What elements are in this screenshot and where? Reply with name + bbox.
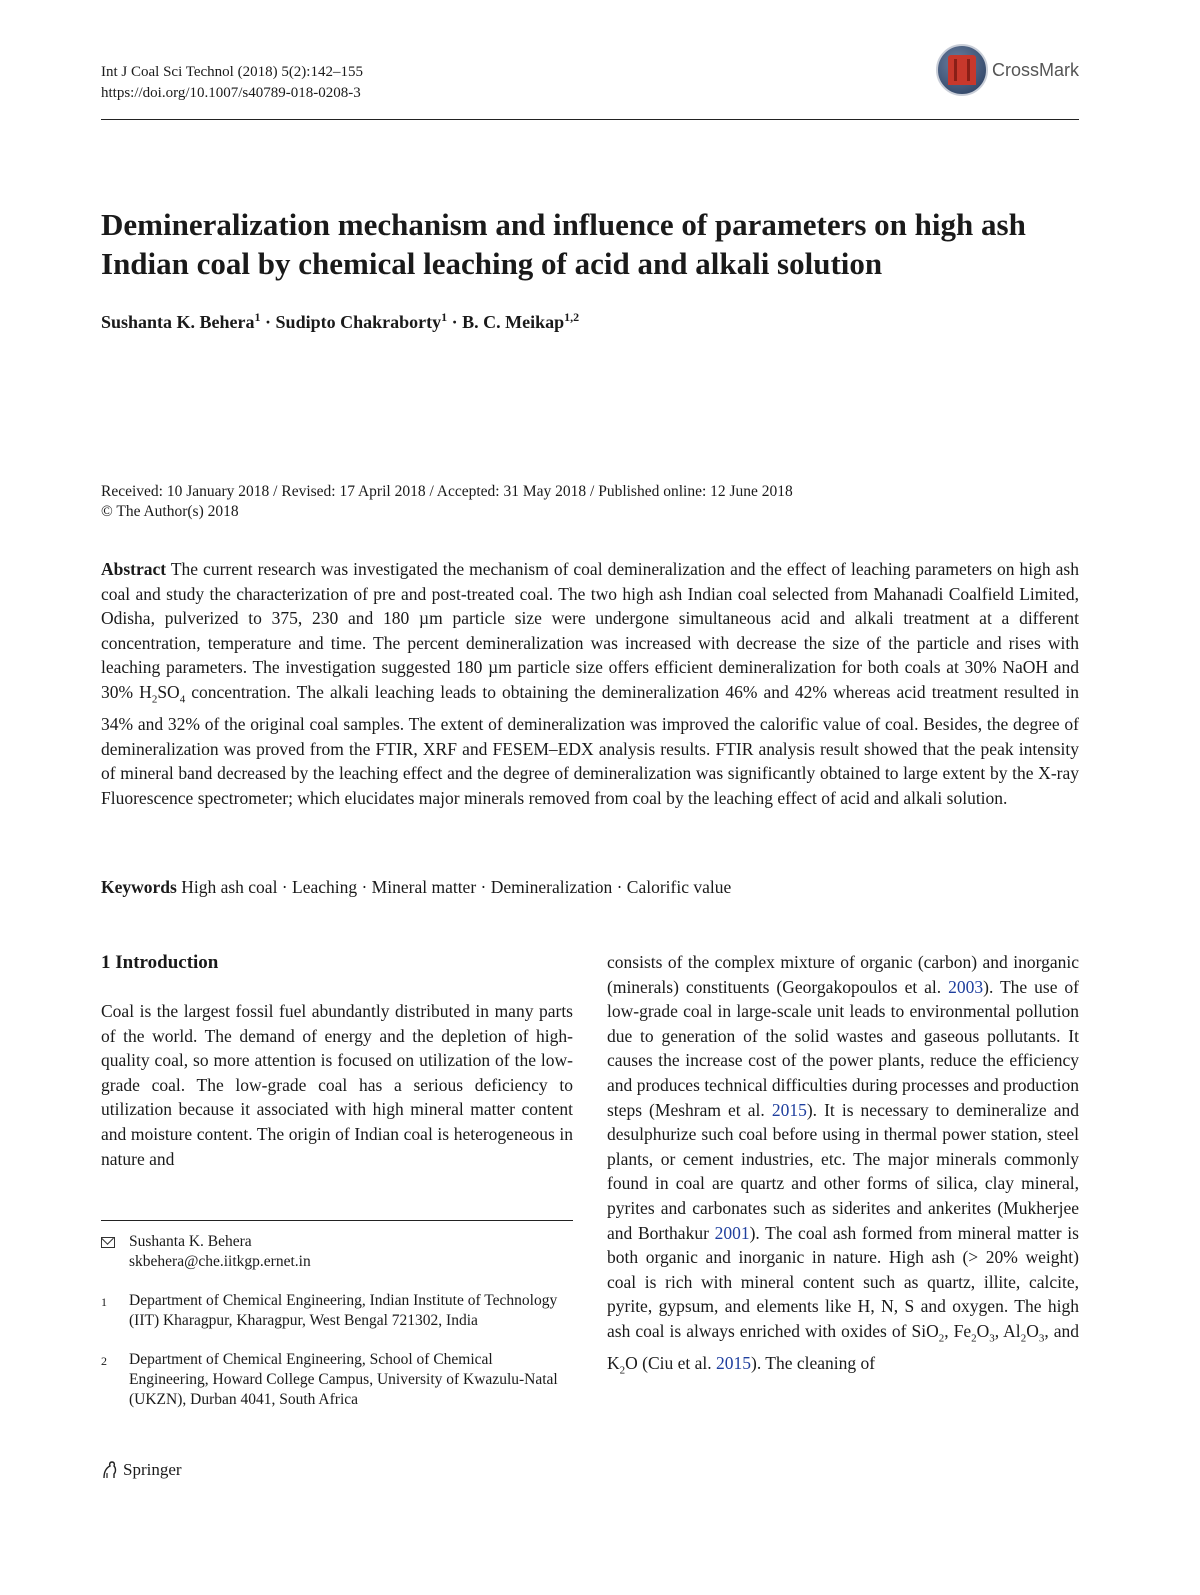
subscript: 2	[1020, 1332, 1027, 1345]
footnotes	[101, 1232, 573, 1429]
publisher-footer	[101, 1460, 182, 1480]
author-affiliation: 1	[254, 310, 261, 324]
author-list: Sushanta K. Behera$^1$ · Sudipto Chakraborty$^1$ · B. C. Meikap$^{1,2}$	[101, 310, 580, 332]
body-text: ). The use of low-grade coal in large-scale unit leads to environmental pollution due to generation of the solid wastes and gaseous pollutants. It causes the increase cost of the power plants, reduce the efficiency and produces technical difficulties during processes and production steps (Meshram et al.	[607, 976, 1079, 1120]
author-name[interactable]: Sushanta K. Behera	[101, 312, 255, 332]
keywords-label: Keywords	[101, 877, 177, 897]
body-text: consists of the complex mixture of organic (carbon) and inorganic (minerals) constituents (Georgakopoulos et al.	[607, 952, 1079, 997]
subscript: 4	[179, 693, 186, 706]
page-header	[101, 59, 1079, 120]
footnote-divider	[101, 1220, 573, 1221]
author-affiliation: 1,2	[564, 310, 580, 324]
subscript: 2	[938, 1332, 945, 1345]
body-text: O	[1026, 1320, 1039, 1341]
abstract-text: The current research was investigated the mechanism of coal demineralization and the effect of leaching parameters on high ash coal and study the characterization of pre and post-treated coal. The two high ash Indian coal selected from Mahanadi Coalfield Limited, Odisha, pulverized to 375, 230 and 180 µm particle size were undergone simultaneous acid and alkali treatment at a different concentration, temperature and time. The percent demineralization was increased with decrease the size of the particle and rises with leaching parameters. The investigation suggested 180 µm particle size offers efficient demineralization for both coals at 30% NaOH and 30% H	[101, 559, 1079, 702]
citation-link[interactable]: 2003	[948, 976, 984, 997]
body-text: ). The cleaning of	[751, 1353, 876, 1373]
abstract	[101, 557, 1079, 810]
abstract-label: Abstract	[101, 559, 167, 579]
envelope-icon	[101, 1237, 115, 1248]
affiliation-marker: 1	[101, 1295, 107, 1309]
body-text: ). The coal ash formed from mineral matter is both organic and inorganic in nature. High ash (> 20% weight) coal is rich with mineral content such as quartz, illite, calcite, pyrite, gypsum, and elements like H, N, S and oxygen. The high ash coal is always enriched with oxides of SiO	[607, 1222, 1079, 1341]
section-heading: 1 Introduction	[101, 952, 219, 973]
citation-link[interactable]: 2015	[716, 1353, 752, 1373]
abstract-text: SO	[157, 681, 180, 702]
subscript: 2	[971, 1332, 977, 1345]
article-dates	[101, 482, 793, 522]
body-text: O (Ciu et al.	[625, 1353, 717, 1373]
copyright-line: © The Author(s) 2018	[101, 503, 239, 520]
body-text: , Al	[994, 1320, 1021, 1341]
corresponding-author	[101, 1232, 573, 1272]
affiliation-1	[101, 1291, 573, 1331]
body-text: , and K	[607, 1320, 1079, 1373]
author-name[interactable]: Sudipto Chakraborty	[275, 312, 442, 332]
affiliation-text: Department of Chemical Engineering, Indian Institute of Technology (IIT) Kharagpur, Kharagpur, West Bengal 721302, India	[129, 1292, 558, 1329]
corresponding-name: Sushanta K. Behera	[129, 1233, 252, 1250]
subscript: 2	[151, 693, 158, 706]
journal-reference: Int J Coal Sci Technol (2018) 5(2):142–155	[101, 64, 363, 80]
right-column	[607, 950, 1079, 1383]
crossmark-icon	[936, 44, 988, 96]
crossmark-badge[interactable]	[936, 44, 1079, 96]
body-text: , Fe	[944, 1320, 972, 1341]
subscript: 3	[989, 1332, 995, 1345]
doi-link[interactable]: https://doi.org/10.1007/s40789-018-0208-3	[101, 85, 361, 101]
author-name[interactable]: B. C. Meikap	[462, 312, 565, 332]
springer-horse-icon	[101, 1460, 119, 1480]
intro-paragraph: Coal is the largest fossil fuel abundantly distributed in many parts of the world. The demand of energy and the depletion of high-quality coal, so more attention is focused on utilization of the low- grade coal. The low-grade coal has a serious deficiency to utilization because it associated with high mineral matter content and moisture content. The origin of Indian coal is heterogeneous in nature and	[101, 1001, 573, 1169]
body-text: O	[976, 1320, 990, 1341]
citation-link[interactable]: 2001	[714, 1222, 750, 1243]
abstract-text: concentration. The alkali leaching leads to obtaining the demineralization 46% and 42% whereas acid treatment resulted in 34% and 32% of the original coal samples. The extent of demineralization was improved the calorific value of coal. Besides, the degree of demineralization was proved from the FTIR, XRF and FESEM–EDX analysis results. FTIR analysis result showed that the peak intensity of mineral band decreased by the leaching effect and the degree of demineralization was significantly obtained to large extent by the X-ray Fluorescence spectrometer; which elucidates major minerals removed from coal by the leaching effect of acid and alkali solution.	[101, 681, 1079, 808]
keywords-list: High ash coal · Leaching · Mineral matter · Demineralization · Calorific value	[181, 877, 732, 897]
citation-link[interactable]: 2015	[771, 1099, 807, 1120]
subscript: 3	[1038, 1332, 1045, 1345]
affiliation-2	[101, 1350, 573, 1410]
corresponding-email[interactable]: skbehera@che.iitkgp.ernet.in	[129, 1253, 311, 1270]
publisher-name: Springer	[123, 1460, 182, 1479]
affiliation-marker: 2	[101, 1354, 107, 1368]
author-affiliation: 1	[441, 310, 448, 324]
body-text: ). It is necessary to demineralize and desulphurize such coal before using in thermal power station, steel plants, or cement industries, etc. The major minerals commonly found in coal are quartz and other forms of silica, clay mineral, pyrites and carbonates such as siderites and ankerites (Mukherjee and Borthakur	[607, 1099, 1080, 1243]
keywords	[101, 877, 731, 898]
crossmark-label: CrossMark	[991, 59, 1079, 80]
left-column	[101, 950, 573, 1171]
affiliation-text: Department of Chemical Engineering, School of Chemical Engineering, Howard College Campus, University of Kwazulu-Natal (UKZN), Durban 4041, South Africa	[129, 1351, 558, 1408]
article-title: Demineralization mechanism and influence of parameters on high ash Indian coal by chemical leaching of acid and alkali solution	[101, 207, 1026, 281]
subscript: 2	[619, 1364, 626, 1377]
history-dates: Received: 10 January 2018 / Revised: 17 April 2018 / Accepted: 31 May 2018 / Published online: 12 June 2018	[101, 483, 793, 500]
